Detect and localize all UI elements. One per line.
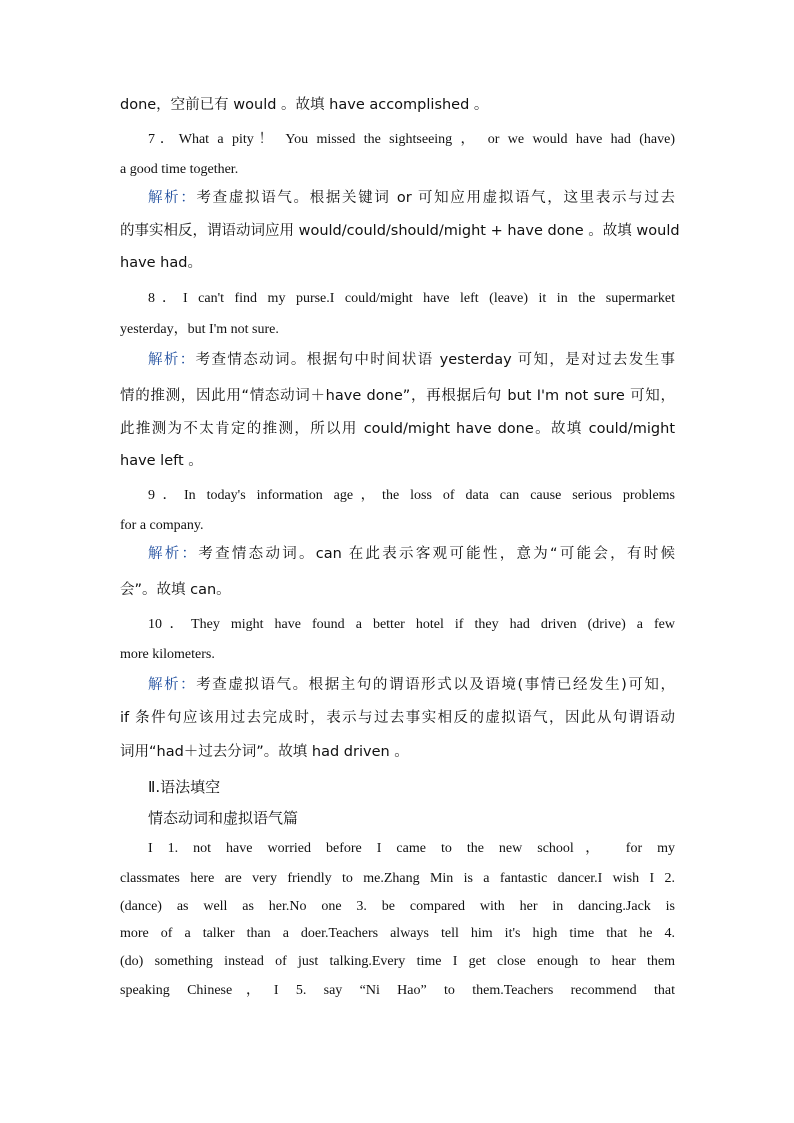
question-7: 7．What a pity！ You missed the sightseeing ， or we would have had (have) xyxy=(148,132,675,147)
passage-line: speaking Chinese，I 5. say “Ni Hao” to them.Teachers recommend that xyxy=(120,983,675,998)
text-line: if 条件句应该用过去完成时，表示与过去事实相反的虚拟语气，因此从句谓语动 xyxy=(120,710,675,726)
passage-line: I 1. not have worried before I came to the new school， for my xyxy=(148,841,675,856)
text-line: 情的推测，因此用“情态动词＋have done”，再根据后句 but I'm not sure 可知， xyxy=(120,388,675,404)
section-heading: Ⅱ.语法填空 xyxy=(148,778,221,796)
passage-line: (do) something instead of just talking.Every time I get close enough to hear them xyxy=(120,954,675,969)
passage-line: (dance) as well as her.No one 3. be compared with her in dancing.Jack is xyxy=(120,899,675,914)
text-line: have had。 xyxy=(120,255,202,271)
analysis-label: 解析： xyxy=(148,190,197,206)
text-line: done，空前已有 would 。故填 have accomplished 。 xyxy=(120,97,489,113)
analysis-7 xyxy=(148,188,675,208)
analysis-label: 解析： xyxy=(148,677,197,693)
question-8: 8．I can't find my purse.I could/might have left (leave) it in the supermarket xyxy=(148,291,675,306)
passage-line: more of a talker than a doer.Teachers always tell him it's high time that he 4. xyxy=(120,926,675,941)
analysis-label: 解析： xyxy=(148,546,199,562)
text-line: for a company. xyxy=(120,518,204,533)
text-line: 会”。故填 can。 xyxy=(120,582,231,598)
question-9: 9．In today's information age，the loss of data can cause serious problems xyxy=(148,488,675,503)
analysis-8 xyxy=(148,350,675,370)
analysis-text: 考查虚拟语气。根据主句的谓语形式以及语境(事情已经发生)可知， xyxy=(196,677,676,693)
text-line: more kilometers. xyxy=(120,647,215,662)
passage-line: classmates here are very friendly to me.Zhang Min is a fantastic dancer.I wish I 2. xyxy=(120,871,675,886)
text-line: 词用“had＋过去分词”。故填 had driven 。 xyxy=(120,744,409,760)
text-line: yesterday，but I'm not sure. xyxy=(120,322,279,337)
analysis-text: 考查情态动词。根据句中时间状语 yesterday 可知，是对过去发生事 xyxy=(195,352,676,368)
text-line: 此推测为不太肯定的推测，所以用 could/might have done。故填 could/might xyxy=(120,421,675,437)
analysis-9 xyxy=(148,544,675,564)
section-subheading: 情态动词和虚拟语气篇 xyxy=(148,809,299,827)
text-line: have left 。 xyxy=(120,453,203,469)
analysis-label: 解析： xyxy=(148,352,196,368)
text-line: a good time together. xyxy=(120,162,239,177)
analysis-text: 考查虚拟语气。根据关键词 or 可知应用虚拟语气，这里表示与过去 xyxy=(196,190,675,206)
analysis-10 xyxy=(148,675,675,695)
text-line: 的事实相反，谓语动词应用 would/could/should/might + have done 。故填 would xyxy=(120,223,680,239)
question-10: 10．They might have found a better hotel if they had driven (drive) a few xyxy=(148,617,675,632)
analysis-text: 考查情态动词。can 在此表示客观可能性，意为“可能会，有时候 xyxy=(198,546,676,562)
